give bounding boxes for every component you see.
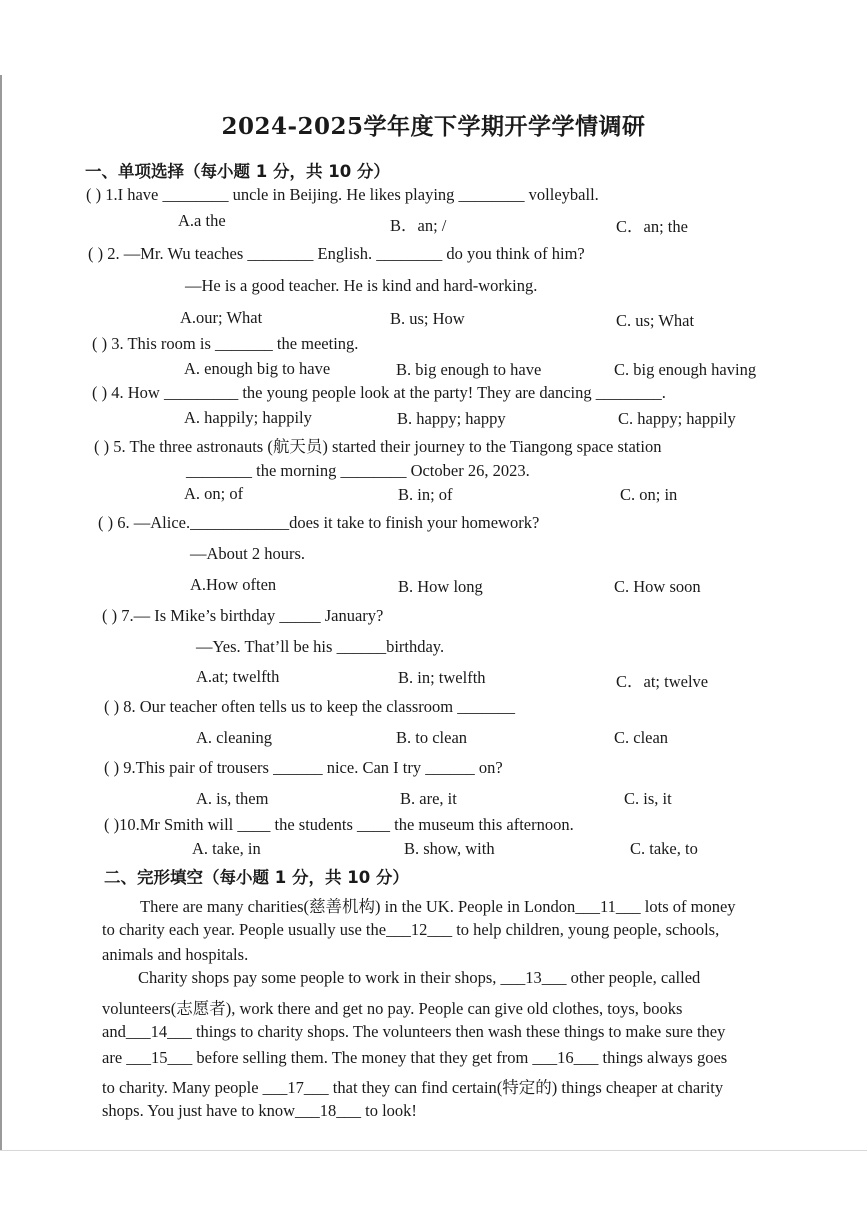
question-5-option-a: A. on; of bbox=[184, 484, 244, 503]
cloze-line-3: animals and hospitals. bbox=[102, 945, 249, 964]
question-4-option-a: A. happily; happily bbox=[184, 408, 312, 427]
question-3-option-c: C. big enough having bbox=[614, 360, 757, 379]
question-8-option-b: B. to clean bbox=[396, 728, 468, 747]
question-6-option-a: A.How often bbox=[190, 575, 277, 594]
scan-edge-left bbox=[0, 75, 2, 1150]
cloze-line-4: Charity shops pay some people to work in their shops, ___13___ other people, called bbox=[138, 968, 701, 987]
question-4-option-c: C. happy; happily bbox=[618, 409, 736, 428]
question-1-option-c: C．an; the bbox=[616, 217, 688, 236]
question-8-stem: ( ) 8. Our teacher often tells us to keep the classroom _______ bbox=[104, 697, 516, 716]
question-9-option-a: A. is, them bbox=[196, 789, 269, 808]
question-2-stem: ( ) 2. —Mr. Wu teaches ________ English. ________ do you think of him? bbox=[88, 244, 585, 263]
cloze-line-5: volunteers(志愿者), work there and get no pay. People can give old clothes, toys, books bbox=[102, 999, 683, 1018]
question-7-option-a: A.at; twelfth bbox=[196, 667, 280, 686]
page-title: 2024-2025学年度下学期开学学情调研 bbox=[221, 113, 646, 140]
cloze-line-7: are ___15___ before selling them. The money that they get from ___16___ things always goes bbox=[102, 1048, 728, 1067]
cloze-line-9: shops. You just have to know___18___ to look! bbox=[102, 1101, 417, 1120]
question-9-option-c: C. is, it bbox=[624, 789, 672, 808]
question-4-stem: ( ) 4. How _________ the young people look at the party! They are dancing ________. bbox=[92, 383, 666, 402]
question-1-option-a: A.a the bbox=[178, 211, 226, 230]
cloze-line-1: There are many charities(慈善机构) in the UK. People in London___11___ lots of money bbox=[140, 897, 736, 916]
question-10-option-c: C. take, to bbox=[630, 839, 698, 858]
question-5-option-b: B. in; of bbox=[398, 485, 453, 504]
question-8-option-c: C. clean bbox=[614, 728, 669, 747]
question-5-stem-line-2: ________ the morning ________ October 26, 2023. bbox=[186, 461, 530, 480]
question-4-option-b: B. happy; happy bbox=[397, 409, 506, 428]
cloze-line-6: and___14___ things to charity shops. The volunteers then wash these things to make sure they bbox=[102, 1022, 726, 1041]
section-heading-cloze: 二、完形填空（每小题 1 分，共 10 分） bbox=[104, 868, 409, 887]
question-3-option-a: A. enough big to have bbox=[184, 359, 331, 378]
question-7-option-c: C．at; twelve bbox=[616, 672, 709, 691]
question-9-stem: ( ) 9.This pair of trousers ______ nice. Can I try ______ on? bbox=[104, 758, 503, 777]
question-6-stem-line-2: —About 2 hours. bbox=[190, 544, 306, 563]
question-2-option-a: A.our; What bbox=[180, 308, 263, 327]
question-8-option-a: A. cleaning bbox=[196, 728, 273, 747]
question-7-stem-line-2: —Yes. That’ll be his ______birthday. bbox=[196, 637, 445, 656]
question-2-option-c: C. us; What bbox=[616, 311, 695, 330]
question-1-option-b: B．an; / bbox=[390, 216, 447, 235]
question-3-stem: ( ) 3. This room is _______ the meeting. bbox=[92, 334, 359, 353]
section-heading-choice: 一、单项选择（每小题 1 分，共 10 分） bbox=[85, 162, 390, 181]
question-6-option-c: C. How soon bbox=[614, 577, 701, 596]
question-7-option-b: B. in; twelfth bbox=[398, 668, 486, 687]
question-10-option-b: B. show, with bbox=[404, 839, 495, 858]
question-2-option-b: B. us; How bbox=[390, 309, 465, 328]
question-9-option-b: B. are, it bbox=[400, 789, 457, 808]
question-10-stem: ( )10.Mr Smith will ____ the students ____ the museum this afternoon. bbox=[104, 815, 574, 834]
question-5-option-c: C. on; in bbox=[620, 485, 678, 504]
question-1-stem: ( ) 1.I have ________ uncle in Beijing. He likes playing ________ volleyball. bbox=[86, 185, 599, 204]
cloze-line-8: to charity. Many people ___17___ that they can find certain(特定的) things cheaper at charity bbox=[102, 1078, 724, 1097]
question-6-stem: ( ) 6. —Alice.____________does it take to finish your homework? bbox=[98, 513, 540, 532]
question-2-stem-line-2: —He is a good teacher. He is kind and hard-working. bbox=[185, 276, 538, 295]
question-3-option-b: B. big enough to have bbox=[396, 360, 542, 379]
question-7-stem: ( ) 7.— Is Mike’s birthday _____ January? bbox=[102, 606, 384, 625]
question-5-stem: ( ) 5. The three astronauts (航天员) started their journey to the Tiangong space station bbox=[94, 437, 662, 456]
scan-edge-bottom bbox=[0, 1150, 867, 1151]
question-6-option-b: B. How long bbox=[398, 577, 483, 596]
cloze-line-2: to charity each year. People usually use the___12___ to help children, young people, schools, bbox=[102, 920, 720, 939]
question-10-option-a: A. take, in bbox=[192, 839, 261, 858]
